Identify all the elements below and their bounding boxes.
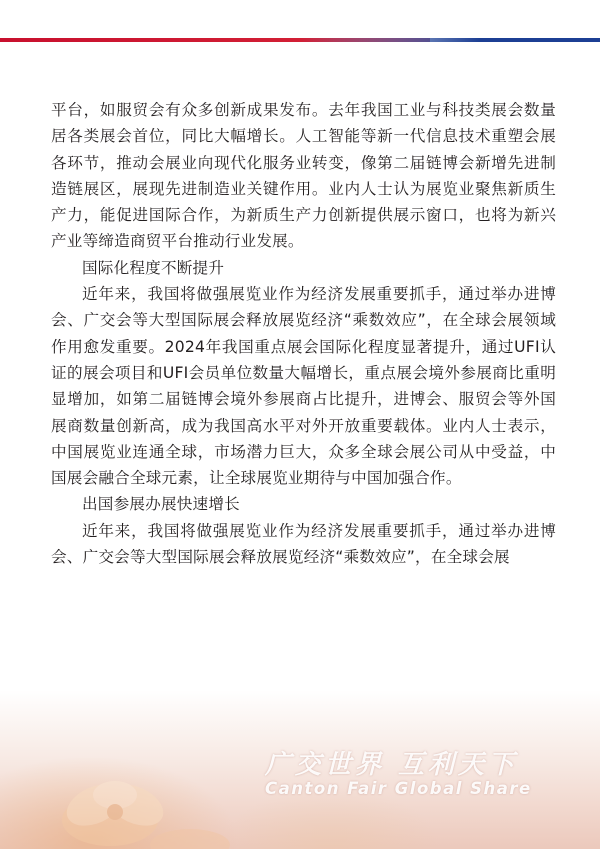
paragraph-2: 近年来，我国将做强展览业作为经济发展重要抓手，通过举办进博会、广交会等大型国际展会释放展览经济“乘数效应”，在全球会展领域作用愈发重要。2024年我国重点展会国际化程度显著提升，通过UFI认证的展会项目和UFI会员单位数量大幅增长，重点展会境外参展商比重明显增加，如第二届链博会境外参展商占比提升，进博会、服贸会等外国展商数量创新高，成为我国高水平对外开放重要载体。业内人士表示，中国展览业连通全球，市场潜力巨大，众多全球会展公司从中受益，中国展会融合全球元素，让全球展览业期待与中国加强合作。 [51, 285, 556, 488]
slogan-english: Canton Fair Global Share [265, 779, 532, 798]
kapok-flower-icon [40, 750, 240, 849]
section-heading-internationalization: 国际化程度不断提升 [82, 258, 225, 277]
header-rule [0, 38, 600, 42]
paragraph-1: 平台，如服贸会有众多创新成果发布。去年我国工业与科技类展会数量居各类展会首位，同比大幅增长。人工智能等新一代信息技术重塑会展各环节，推动会展业向现代化服务业转变，像第二届链博会新增先进制造链展区，展现先进制造业关键作用。业内人士认为展览业聚焦新质生产力，能促进国际合作，为新质生产力创新提供展示窗口，也将为新兴产业等缔造商贸平台推动行业发展。 [51, 101, 556, 251]
article-body [51, 97, 556, 570]
footer-banner [0, 690, 600, 849]
header-rule-blue [300, 38, 600, 42]
slogan-chinese: 广交世界 互利天下 [265, 750, 519, 780]
paragraph-3: 近年来，我国将做强展览业作为经济发展重要抓手，通过举办进博会、广交会等大型国际展会释放展览经济“乘数效应”，在全球会展 [51, 521, 556, 567]
section-heading-overseas-exhibitions: 出国参展办展快速增长 [82, 495, 240, 514]
